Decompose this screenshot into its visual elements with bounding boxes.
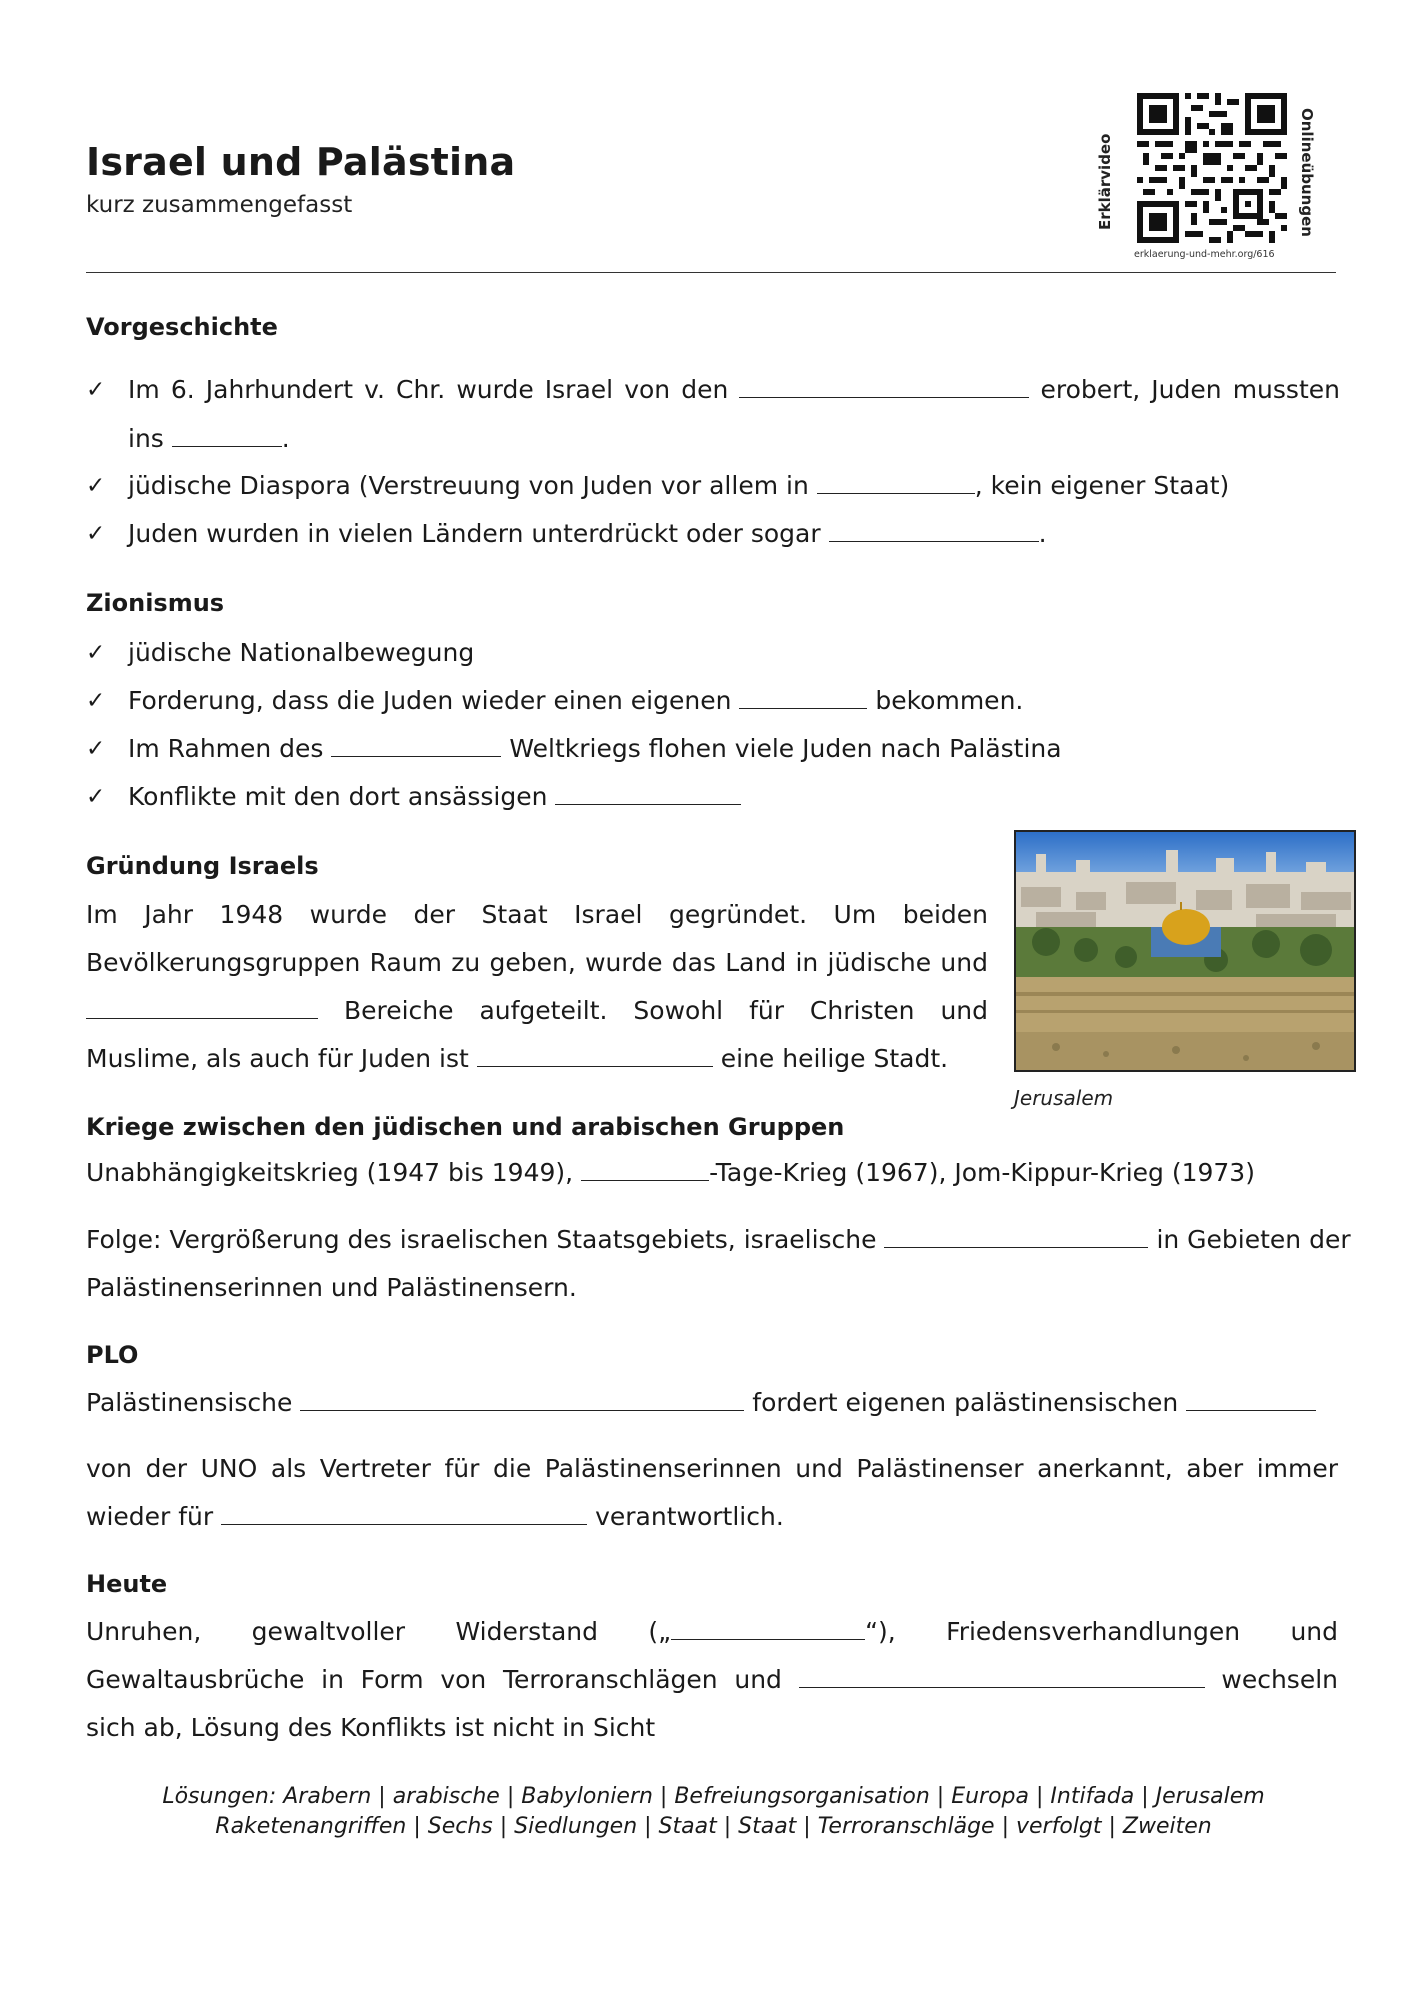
blank-field[interactable] — [739, 688, 867, 709]
section-heading-gruendung: Gründung Israels — [86, 852, 319, 880]
section-heading-zionismus: Zionismus — [86, 589, 225, 617]
check-icon: ✓ — [86, 640, 106, 666]
paragraph-line: Im Jahr 1948 wurde der Staat Israel gegründet. Um beiden — [86, 900, 988, 929]
jerusalem-image — [1016, 832, 1354, 1070]
blank-field[interactable] — [300, 1390, 744, 1411]
blank-field[interactable] — [671, 1619, 865, 1640]
page-subtitle: kurz zusammengefasst — [86, 192, 353, 218]
check-icon: ✓ — [86, 521, 106, 547]
explainer-video-label: Erklärvideo — [1096, 133, 1114, 230]
solutions-line: Lösungen: Arabern | arabische | Babyloniern | Befreiungsorganisation | Europa | Intifada | Jerusalem — [162, 1784, 1265, 1809]
blank-field[interactable] — [555, 784, 741, 805]
qr-code-icon[interactable] — [1137, 93, 1287, 243]
check-icon: ✓ — [86, 473, 106, 499]
paragraph-line: Bevölkerungsgruppen Raum zu geben, wurde das Land in jüdische und — [86, 948, 988, 977]
paragraph-line: Gewaltausbrüche in Form von Terroranschlägen und wechseln — [86, 1665, 1338, 1694]
jerusalem-photo — [1014, 830, 1356, 1072]
online-exercises-label: Onlineübungen — [1298, 108, 1316, 237]
section-heading-heute: Heute — [86, 1570, 168, 1598]
blank-field[interactable] — [884, 1227, 1148, 1248]
paragraph-line: Bereiche aufgeteilt. Sowohl für Christen und — [86, 996, 988, 1025]
blank-field[interactable] — [581, 1160, 709, 1181]
blank-field[interactable] — [86, 998, 318, 1019]
section-heading-plo: PLO — [86, 1341, 139, 1369]
list-item: Im Rahmen des Weltkriegs flohen viele Juden nach Palästina — [128, 734, 1062, 763]
qr-url: erklaerung-und-mehr.org/616 — [1134, 249, 1275, 260]
blank-field[interactable] — [739, 377, 1029, 398]
paragraph-line: sich ab, Lösung des Konflikts ist nicht in Sicht — [86, 1713, 656, 1742]
qr-code-block — [1086, 88, 1336, 268]
list-item: Im 6. Jahrhundert v. Chr. wurde Israel von den erobert, Juden mussten — [128, 375, 1340, 404]
list-item: Konflikte mit den dort ansässigen — [128, 782, 741, 811]
check-icon: ✓ — [86, 377, 106, 403]
paragraph-line: Folge: Vergrößerung des israelischen Staatsgebiets, israelische in Gebieten der — [86, 1225, 1351, 1254]
section-heading-kriege: Kriege zwischen den jüdischen und arabischen Gruppen — [86, 1113, 845, 1141]
list-item: Forderung, dass die Juden wieder einen eigenen bekommen. — [128, 686, 1024, 715]
solutions-box — [86, 1782, 1341, 1842]
check-icon: ✓ — [86, 736, 106, 762]
blank-field[interactable] — [1186, 1390, 1316, 1411]
blank-field[interactable] — [829, 521, 1039, 542]
blank-field[interactable] — [331, 736, 501, 757]
paragraph-line: Palästinenserinnen und Palästinensern. — [86, 1273, 577, 1302]
paragraph-line: Unabhängigkeitskrieg (1947 bis 1949), -Tage-Krieg (1967), Jom-Kippur-Krieg (1973) — [86, 1158, 1255, 1187]
blank-field[interactable] — [477, 1046, 713, 1067]
paragraph-line: Muslime, als auch für Juden ist eine heilige Stadt. — [86, 1044, 949, 1073]
paragraph-line: Palästinensische fordert eigenen palästinensischen — [86, 1388, 1316, 1417]
paragraph-line: Unruhen, gewaltvoller Widerstand („ “), Friedensverhandlungen und — [86, 1617, 1339, 1646]
list-item: Juden wurden in vielen Ländern unterdrückt oder sogar . — [128, 519, 1047, 548]
check-icon: ✓ — [86, 784, 106, 810]
solutions-line: Raketenangriffen | Sechs | Siedlungen | Staat | Staat | Terroranschläge | verfolgt | Zweiten — [215, 1814, 1212, 1839]
check-icon: ✓ — [86, 688, 106, 714]
list-item-continuation: ins . — [128, 424, 290, 453]
blank-field[interactable] — [817, 473, 975, 494]
paragraph-line: von der UNO als Vertreter für die Palästinenserinnen und Palästinenser anerkannt, aber immer — [86, 1454, 1338, 1483]
list-item: jüdische Nationalbewegung — [128, 638, 475, 667]
paragraph-line: wieder für verantwortlich. — [86, 1502, 784, 1531]
worksheet-page — [86, 0, 1351, 2000]
image-caption: Jerusalem — [1014, 1086, 1114, 1110]
blank-field[interactable] — [799, 1667, 1205, 1688]
page-title: Israel und Palästina — [86, 140, 516, 184]
list-item: jüdische Diaspora (Verstreuung von Juden vor allem in , kein eigener Staat) — [128, 471, 1230, 500]
section-heading-vorgeschichte: Vorgeschichte — [86, 313, 278, 341]
header-divider — [86, 272, 1336, 273]
blank-field[interactable] — [172, 426, 282, 447]
blank-field[interactable] — [221, 1504, 587, 1525]
